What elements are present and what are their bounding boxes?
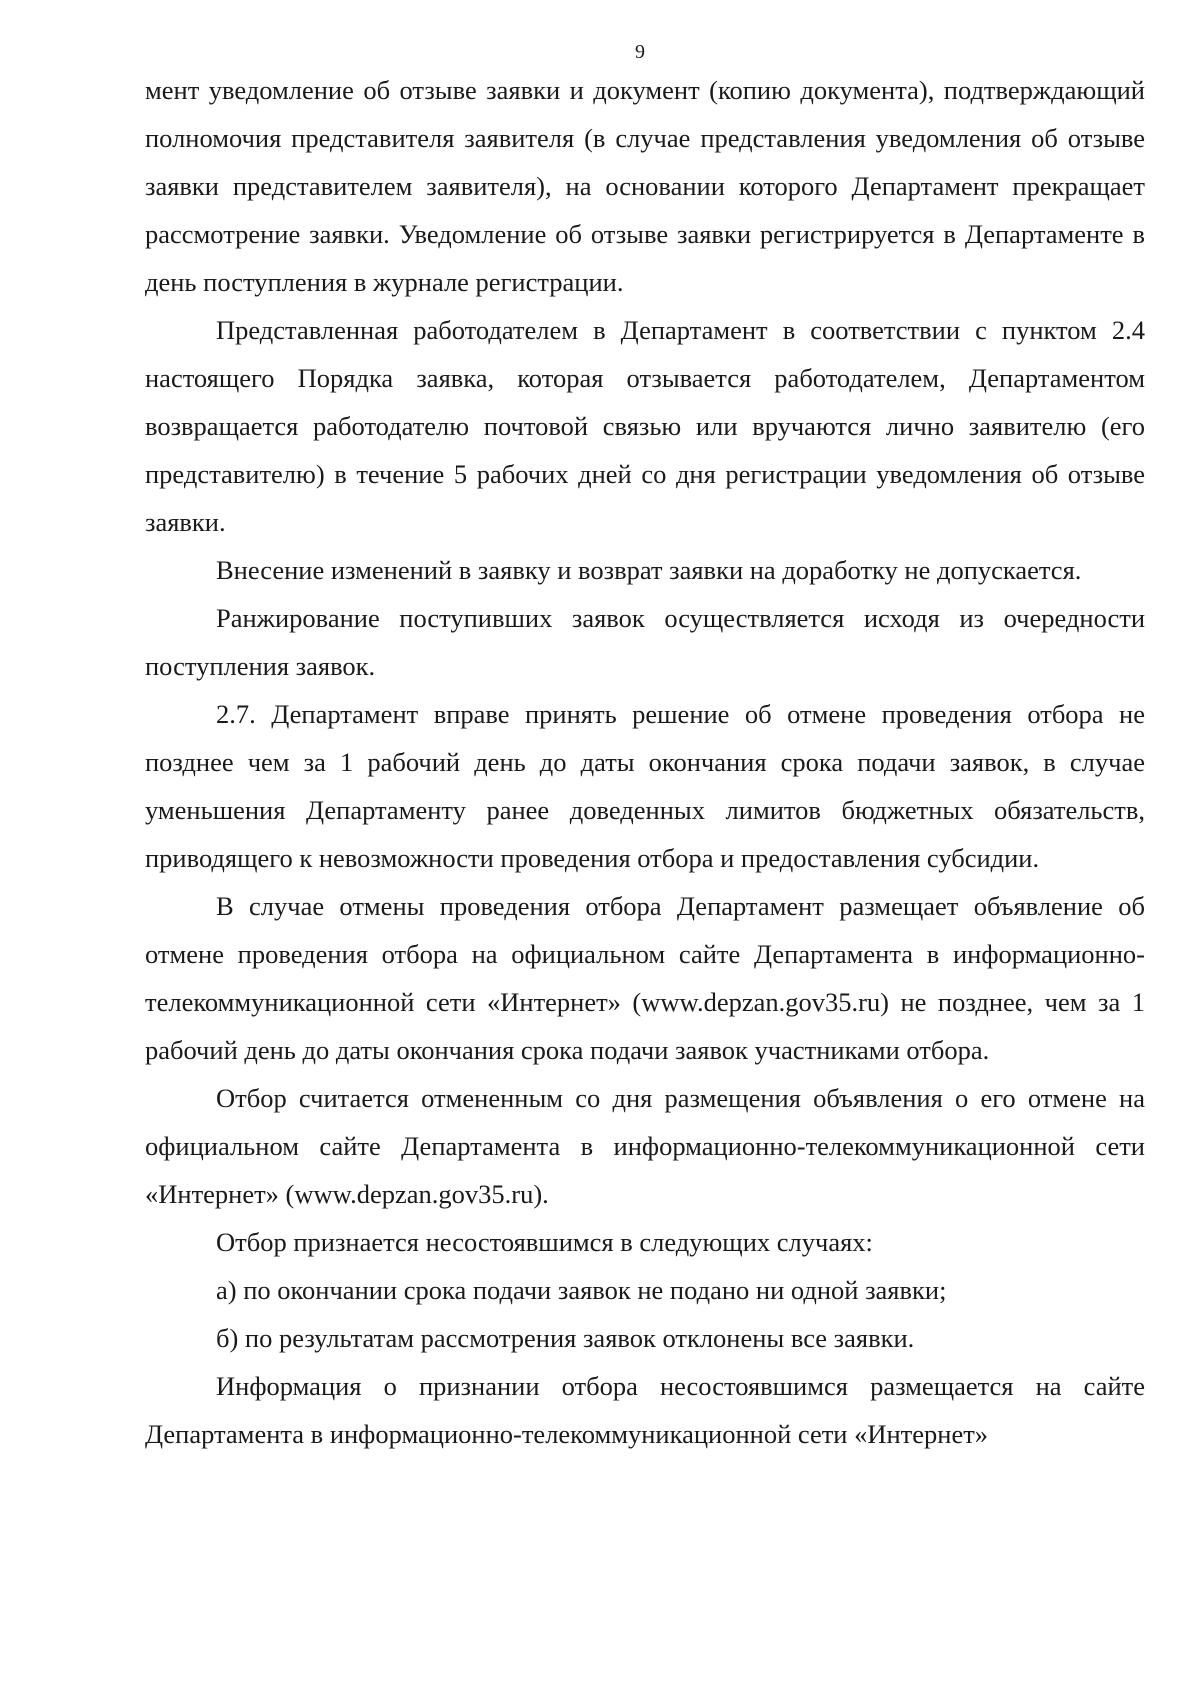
paragraph-no-changes: Внесение изменений в заявку и возврат заявки на доработку не допускается. [216,555,1082,585]
document-body [145,66,1145,1458]
paragraph-continuation: мент уведомление об отзыве заявки и документ (копию документа), подтверждающий полномочия представителя заявителя (в случае представления уведомления об отзыве заявки представителем заявителя), на основании которого Департамент прекращает рассмотрение заявки. Уведомление об отзыве заявки регистрируется в Департаменте в день поступления в журнале регистрации. [145,75,1145,297]
page-number: 9 [635,41,645,63]
paragraph-cancellation-effective: Отбор считается отмененным со дня размещения объявления о его отмене на официальном сайте Департамента в информационно-телекоммуникационной сети «Интернет» (www.depzan.gov35.ru). [145,1083,1145,1209]
list-item-b: б) по результатам рассмотрения заявок отклонены все заявки. [216,1323,915,1353]
paragraph-cancellation-notice: В случае отмены проведения отбора Департамент размещает объявление об отмене проведения отбора на официальном сайте Департамента в информационно-телекоммуникационной сети «Интернет» (www.depzan.gov35.ru) не позднее, чем за 1 рабочий день до даты окончания срока подачи заявок участниками отбора. [145,891,1145,1065]
paragraph-withdrawal-return: Представленная работодателем в Департамент в соответствии с пунктом 2.4 настоящего Порядка заявка, которая отзывается работодателем, Департаментом возвращается работодателю почтовой связью или вручаются лично заявителю (его представителю) в течение 5 рабочих дней со дня регистрации уведомления об отзыве заявки. [145,315,1145,537]
paragraph-failed-info: Информация о признании отбора несостоявшимся размещается на сайте Департамента в информационно-телекоммуникационной сети «Интернет» [145,1371,1145,1449]
list-item-a: а) по окончании срока подачи заявок не подано ни одной заявки; [216,1275,947,1305]
paragraph-2-7: 2.7. Департамент вправе принять решение об отмене проведения отбора не позднее чем за 1 рабочий день до даты окончания срока подачи заявок, в случае уменьшения Департаменту ранее доведенных лимитов бюджетных обязательств, приводящего к невозможности проведения отбора и предоставления субсидии. [145,699,1145,873]
paragraph-ranking: Ранжирование поступивших заявок осуществляется исходя из очередности поступления заявок. [145,603,1145,681]
paragraph-failed-selection: Отбор признается несостоявшимся в следующих случаях: [216,1227,873,1257]
